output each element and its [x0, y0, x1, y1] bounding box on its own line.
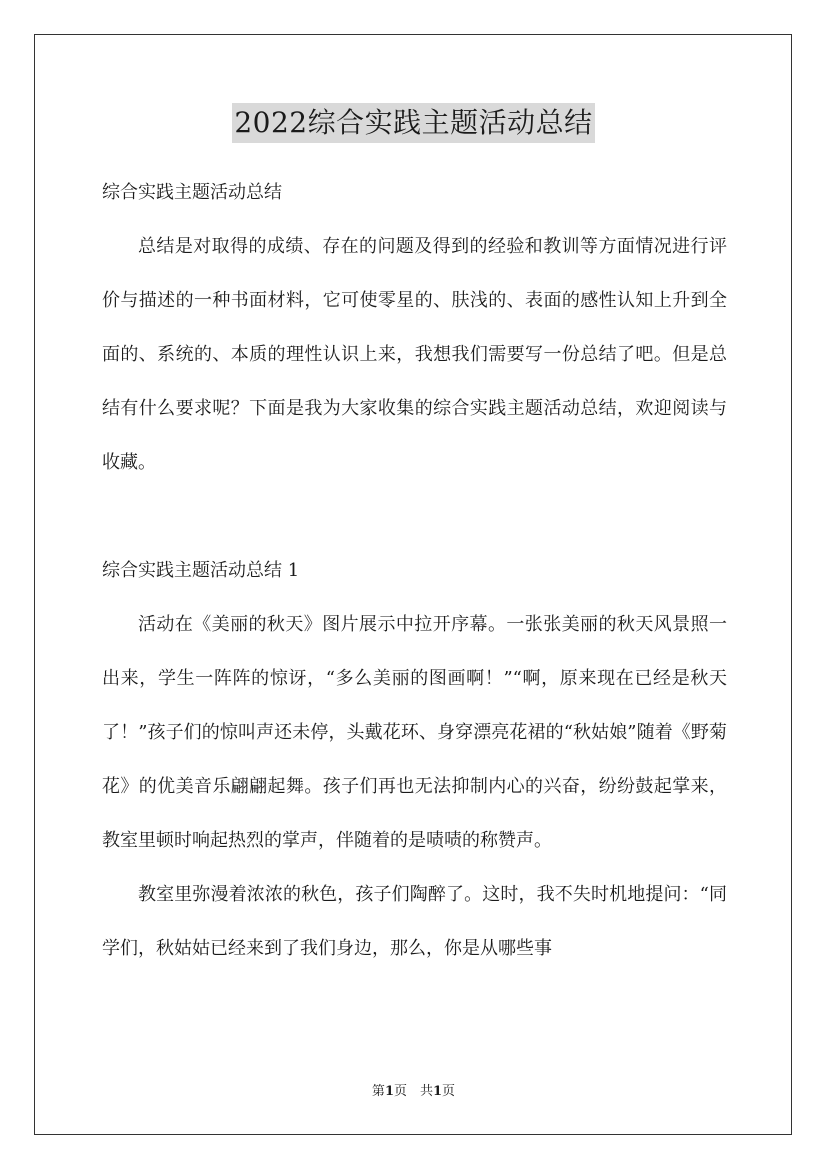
section1-heading: 综合实践主题活动总结 1: [102, 560, 300, 581]
subtitle-heading: 综合实践主题活动总结: [102, 182, 282, 203]
document-title: 2022综合实践主题活动总结: [232, 103, 594, 143]
section1-paragraph-2: 教室里弥漫着浓浓的秋色，孩子们陶醉了。这时，我不失时机地提问：“同学们，秋姑姑已经来到了我们身边，那么，你是从哪些事: [102, 884, 727, 959]
page-footer: [0, 1082, 827, 1102]
footer-page-current: 1: [384, 1084, 394, 1099]
document-body: [102, 166, 727, 976]
footer-page-prefix: 第: [371, 1084, 385, 1099]
section-spacer: [102, 490, 727, 544]
footer-page-suffix: 页: [442, 1084, 456, 1099]
footer-page-mid: 页 共: [393, 1084, 433, 1099]
section1-paragraph-1: 活动在《美丽的秋天》图片展示中拉开序幕。一张张美丽的秋天风景照一出来，学生一阵阵的惊讶，“多么美丽的图画啊！”“啊，原来现在已经是秋天了！”孩子们的惊叫声还未停，头戴花环、身穿漂亮花裙的“秋姑娘”随着《野菊花》的优美音乐翩翩起舞。孩子们再也无法抑制内心的兴奋，纷纷鼓起掌来，教室里顿时响起热烈的掌声，伴随着的是啧啧的称赞声。: [102, 614, 727, 851]
intro-paragraph: 总结是对取得的成绩、存在的问题及得到的经验和教训等方面情况进行评价与描述的一种书面材料，它可使零星的、肤浅的、表面的感性认知上升到全面的、系统的、本质的理性认识上来，我想我们需要写一份总结了吧。但是总结有什么要求呢？下面是我为大家收集的综合实践主题活动总结，欢迎阅读与收藏。: [102, 236, 727, 473]
title-container: [0, 103, 827, 143]
footer-page-total: 1: [433, 1084, 443, 1099]
